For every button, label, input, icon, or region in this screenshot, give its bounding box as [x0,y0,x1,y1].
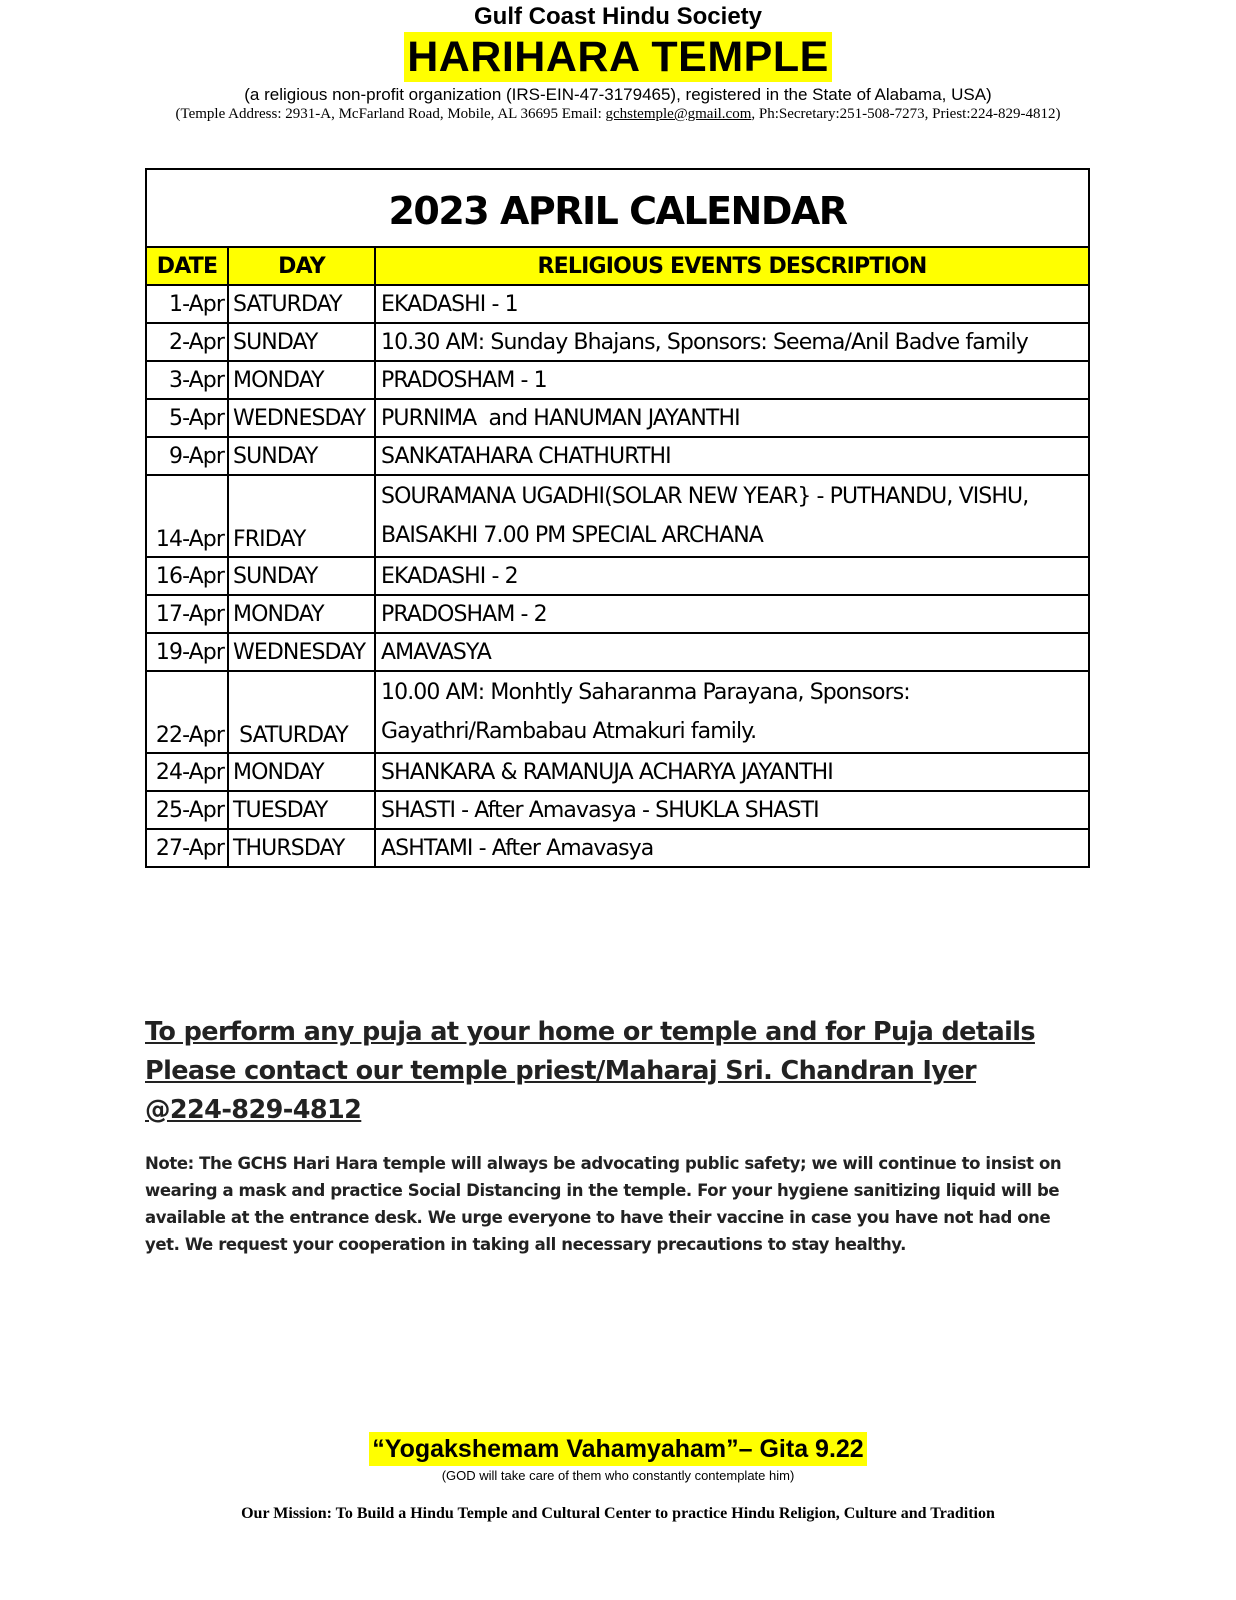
event-date: 5-Apr [146,399,228,437]
event-description: SHASTI - After Amavasya - SHUKLA SHASTI [375,791,1089,829]
table-row [146,437,1089,475]
event-day: SATURDAY [228,285,375,323]
event-description: EKADASHI - 1 [375,285,1089,323]
event-description: SOURAMANA UGADHI(SOLAR NEW YEAR} - PUTHANDU, VISHU, BAISAKHI 7.00 PM SPECIAL ARCHANA [375,475,1089,557]
org-name: Gulf Coast Hindu Society [473,3,763,30]
calendar-title: 2023 APRIL CALENDAR [146,169,1089,247]
event-description: ASHTAMI - After Amavasya [375,829,1089,867]
table-row [146,671,1089,753]
event-day: WEDNESDAY [228,633,375,671]
event-day: FRIDAY [228,475,375,557]
event-day: SUNDAY [228,323,375,361]
temple-address [0,105,1236,123]
event-day: THURSDAY [228,829,375,867]
event-day: WEDNESDAY [228,399,375,437]
address-suffix: , Ph:Secretary:251-508-7273, Priest:224-829-4812) [751,106,1061,122]
event-description: PRADOSHAM - 2 [375,595,1089,633]
safety-note: Note: The GCHS Hari Hara temple will always be advocating public safety; we will continue to insist on wearing a mask and practice Social Distancing in the temple. For your hygiene sanitizing liquid will be available at the entrance desk. We urge everyone to have their vaccine in case you have not had one yet. We request your cooperation in taking all necessary precautions to stay healthy. [145,1154,1062,1254]
calendar-table [145,168,1090,868]
event-date: 19-Apr [146,633,228,671]
table-row [146,557,1089,595]
event-day: SUNDAY [228,437,375,475]
table-row [146,323,1089,361]
event-description: PRADOSHAM - 1 [375,361,1089,399]
event-date: 14-Apr [146,475,228,557]
event-description: 10.00 AM: Monhtly Saharanma Parayana, Sponsors: Gayathri/Rambabau Atmakuri family. [375,671,1089,753]
column-header-date: DATE [146,247,228,285]
table-header-row [146,247,1089,285]
event-description: 10.30 AM: Sunday Bhajans, Sponsors: Seema/Anil Badve family [375,323,1089,361]
event-description: SHANKARA & RAMANUJA ACHARYA JAYANTHI [375,753,1089,791]
table-row [146,285,1089,323]
event-date: 16-Apr [146,557,228,595]
event-day: SUNDAY [228,557,375,595]
table-row [146,595,1089,633]
nonprofit-line: (a religious non-profit organization (IRS-EIN-47-3179465), registered in the State of Alabama, USA) [244,85,992,104]
gita-quote: “Yogakshemam Vahamyaham”– Gita 9.22 [369,1432,866,1466]
event-date: 24-Apr [146,753,228,791]
event-description: PURNIMA and HANUMAN JAYANTHI [375,399,1089,437]
event-day: MONDAY [228,753,375,791]
event-date: 2-Apr [146,323,228,361]
mission-statement: Our Mission: To Build a Hindu Temple and Cultural Center to practice Hindu Religion, Culture and Tradition [241,1505,995,1522]
quote-translation: (GOD will take care of them who constantly contemplate him) [441,1468,795,1483]
column-header-description: RELIGIOUS EVENTS DESCRIPTION [375,247,1089,285]
event-date: 25-Apr [146,791,228,829]
puja-contact-note: To perform any puja at your home or temple and for Puja details Please contact our temple priest/Maharaj Sri. Chandran Iyer @224-829-4812 [145,1017,1035,1125]
table-row [146,633,1089,671]
table-row [146,753,1089,791]
event-date: 1-Apr [146,285,228,323]
table-row [146,829,1089,867]
temple-name: HARIHARA TEMPLE [404,32,832,82]
event-day: MONDAY [228,595,375,633]
email-link[interactable]: gchstemple@gmail.com [605,106,752,122]
event-date: 27-Apr [146,829,228,867]
table-row [146,791,1089,829]
address-prefix: (Temple Address: 2931-A, McFarland Road, Mobile, AL 36695 Email: [175,106,606,122]
event-day: TUESDAY [228,791,375,829]
event-date: 22-Apr [146,671,228,753]
table-row [146,399,1089,437]
event-day: SATURDAY [228,671,375,753]
event-description: SANKATAHARA CHATHURTHI [375,437,1089,475]
event-date: 3-Apr [146,361,228,399]
table-row [146,475,1089,557]
event-description: AMAVASYA [375,633,1089,671]
event-day: MONDAY [228,361,375,399]
letterhead [0,0,1236,123]
event-description: EKADASHI - 2 [375,557,1089,595]
event-date: 17-Apr [146,595,228,633]
event-date: 9-Apr [146,437,228,475]
table-row [146,361,1089,399]
column-header-day: DAY [228,247,375,285]
